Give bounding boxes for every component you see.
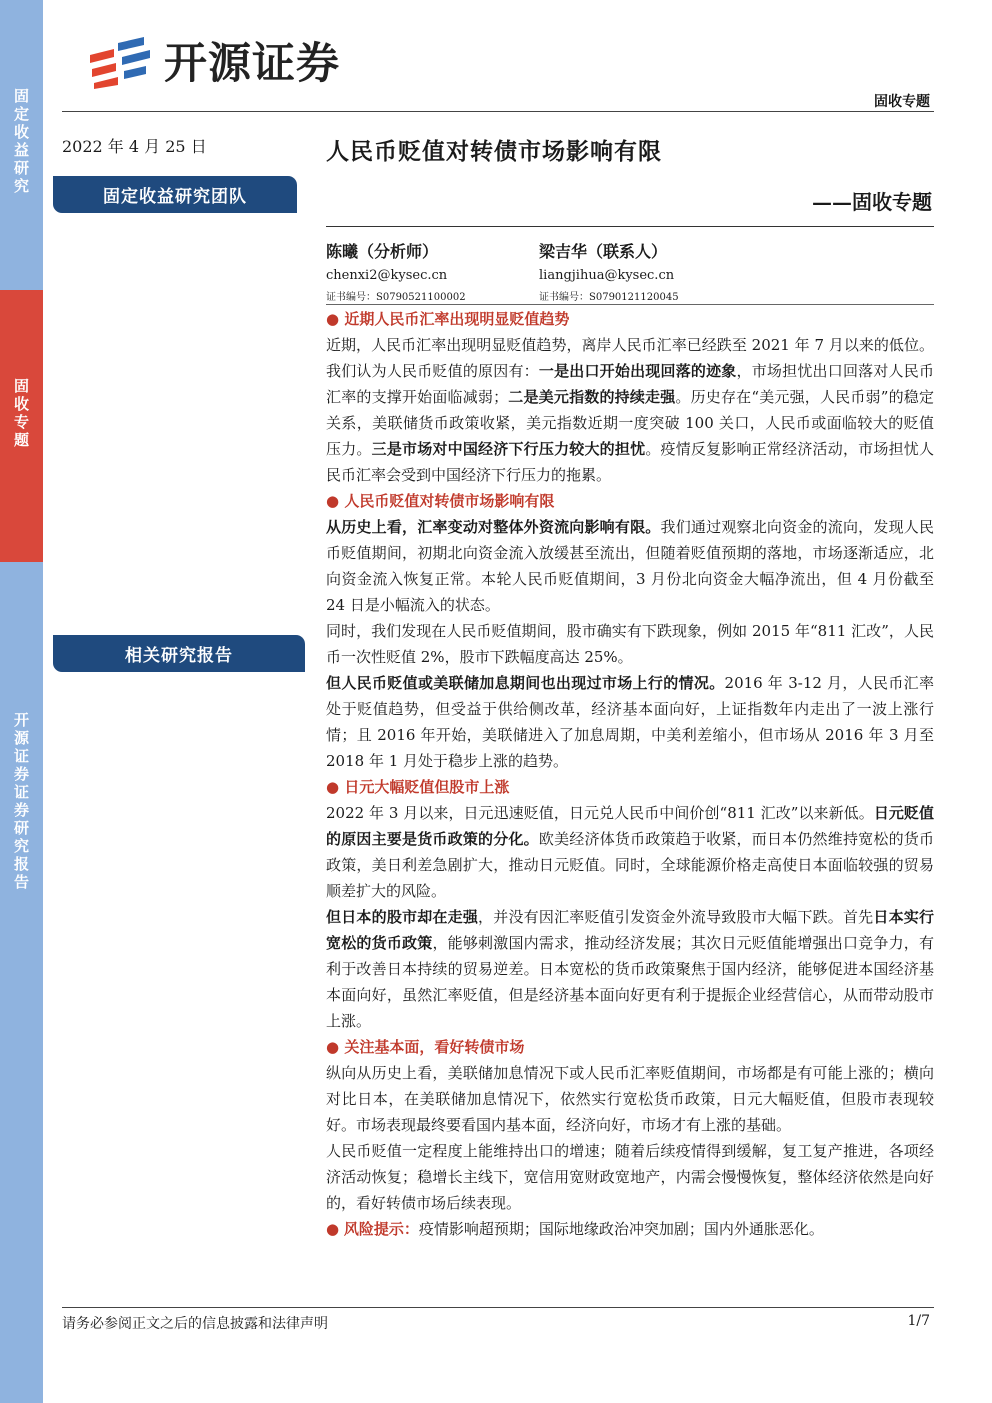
- sidebar-label: 固定收益研究: [12, 88, 30, 196]
- body-text: ，能够刺激国内需求，推动经济发展；其次日元贬值能增强出口竞争力，有利于改善日本持续的贸易逆差。日本宽松的货币政策聚焦于国内经济，能够促进本国经济基本面向好，虽然汇率贬值，但是经济基本面向好更有利于提振企业经营信心，从而带动股市上涨。: [326, 934, 934, 1030]
- body-text: 我们通过观察北向资金的流向，发现人民币贬值期间，初期北向资金流入放缓甚至流出，但随着贬值预期的落地，市场逐渐适应，北向资金流入恢复正常。本轮人民币贬值期间，3 月份北向资金大幅净流出，但 4 月份截至 24 日是小幅流入的状态。: [326, 518, 934, 614]
- body-paragraph: [326, 904, 934, 1034]
- body-text: ，市场担忧出口回落对人民币汇率的支撑开始面临减弱；: [326, 362, 934, 406]
- section-heading: [326, 1034, 934, 1060]
- author-email: liangjihua@kysec.cn: [539, 268, 675, 283]
- sidebar-segment-topic: [0, 290, 43, 562]
- body-paragraph: [326, 332, 934, 488]
- sidebar-segment-brand: [0, 562, 43, 1403]
- sidebar-segment-fixed-income: [0, 0, 43, 290]
- footer-disclaimer: 请务必参阅正文之后的信息披露和法律声明: [62, 1316, 328, 1332]
- related-reports-label: 相关研究报告: [53, 635, 305, 672]
- bullet-icon: ●: [326, 1038, 345, 1056]
- body-text: 欧美经济体货币政策趋于收紧，而日本仍然维持宽松的货币政策，美日利差急剧扩大，推动日元贬值。同时，全球能源价格走高使日本面临较强的贸易顺差扩大的风险。: [326, 830, 934, 900]
- header-divider: [62, 111, 934, 112]
- risk-text: 疫情影响超预期；国际地缘政治冲突加剧；国内外通胀恶化。: [418, 1220, 824, 1238]
- emphasis-text: 日本实行宽松的货币政策: [326, 908, 934, 952]
- bullet-icon: ●: [326, 492, 345, 510]
- emphasis-text: 但人民币贬值或美联储加息期间也出现过市场上行的情况。: [326, 674, 725, 692]
- emphasis-text: 日元贬值的原因主要是货币政策的分化。: [326, 804, 934, 848]
- body-text: 2016 年 3-12 月，人民币汇率处于贬值趋势，但受益于供给侧改革，经济基本面向好，上证指数年内走出了一波上涨行情；且 2016 年开始，美联储进入了加息周期，中美利差缩小，但市场从 2016 年 3 月至 2018 年 1 月处于稳步上涨的趋势。: [326, 674, 934, 770]
- body-paragraph: [326, 670, 934, 774]
- bullet-icon: ●: [326, 1220, 344, 1238]
- section-heading-text: 日元大幅贬值但股市上涨: [344, 778, 510, 796]
- title-divider: [326, 226, 934, 227]
- author-card: [326, 239, 466, 303]
- body-paragraph: [326, 618, 934, 670]
- brand-name: 开源证券: [164, 39, 340, 89]
- header-tag: 固收专题: [874, 94, 930, 110]
- page-number: 1/7: [907, 1313, 930, 1329]
- report-date: 2022 年 4 月 25 日: [62, 137, 207, 156]
- author-email: chenxi2@kysec.cn: [326, 268, 448, 283]
- emphasis-text: 三是市场对中国经济下行压力较大的担忧: [371, 440, 646, 458]
- bullet-icon: ●: [326, 310, 345, 328]
- author-card: [539, 239, 679, 303]
- section-heading: [326, 306, 934, 332]
- author-name: 陈曦（分析师）: [326, 242, 439, 261]
- report-title: 人民币贬值对转债市场影响有限: [326, 138, 662, 165]
- body-text: 2022 年 3 月以来，日元迅速贬值，日元兑人民币中间价创“811 汇改”以来新低。: [326, 804, 874, 822]
- section-heading: [326, 774, 934, 800]
- report-subtitle: ——固收专题: [812, 190, 932, 214]
- risk-label: 风险提示：: [343, 1220, 419, 1238]
- section-heading-text: 近期人民币汇率出现明显贬值趋势: [344, 310, 570, 328]
- report-body: [326, 306, 934, 1242]
- sidebar-label: 开源证券证券研究报告: [12, 712, 30, 892]
- emphasis-text: 一是出口开始出现回落的迹象: [538, 362, 737, 380]
- research-team-label: 固定收益研究团队: [53, 176, 297, 213]
- sidebar-label: 固收专题: [12, 378, 30, 450]
- body-paragraph: [326, 1138, 934, 1216]
- emphasis-text: 但日本的股市却在走强: [326, 908, 479, 926]
- section-heading-text: 关注基本面，看好转债市场: [344, 1038, 525, 1056]
- emphasis-text: 二是美元指数的持续走强: [508, 388, 676, 406]
- emphasis-text: 从历史上看，汇率变动对整体外资流向影响有限。: [326, 518, 661, 536]
- body-text: 同时，我们发现在人民币贬值期间，股市确实有下跌现象，例如 2015 年“811 汇改”，人民币一次性贬值 2%，股市下跌幅度高达 25%。: [326, 622, 934, 666]
- risk-note: [326, 1216, 934, 1242]
- bullet-icon: ●: [326, 778, 345, 796]
- body-text: 人民币贬值一定程度上能维持出口的增速；随着后续疫情得到缓解，复工复产推进，各项经济活动恢复；稳增长主线下，宽信用宽财政宽地产，内需会慢慢恢复，整体经济依然是向好的，看好转债市场后续表现。: [326, 1142, 934, 1212]
- body-text: 。历史存在“美元强，人民币弱”的稳定关系，美联储货币政策收紧，美元指数近期一度突破 100 关口，人民币或面临较大的贬值压力。: [326, 388, 934, 458]
- left-sidebar: [0, 0, 43, 1403]
- footer-divider: [62, 1307, 934, 1308]
- body-paragraph: [326, 1060, 934, 1138]
- section-heading-text: 人民币贬值对转债市场影响有限: [344, 492, 555, 510]
- brand-logo: [88, 30, 340, 91]
- body-text: 纵向从历史上看，美联储加息情况下或人民币汇率贬值期间，市场都是有可能上涨的；横向对比日本，在美联储加息情况下，依然实行宽松货币政策，日元大幅贬值，但股市表现较好。市场表现最终要看国内基本面，经济向好，市场才有上涨的基础。: [326, 1064, 934, 1134]
- body-text: ，并没有因汇率贬值引发资金外流导致股市大幅下跌。首先: [478, 908, 874, 926]
- body-text: 近期，人民币汇率出现明显贬值趋势，离岸人民币汇率已经跌至 2021 年 7 月以来的低位。我们认为人民币贬值的原因有：: [326, 336, 934, 380]
- author-name: 梁吉华（联系人）: [539, 242, 668, 261]
- body-paragraph: [326, 800, 934, 904]
- brand-mark-icon: [88, 33, 154, 89]
- author-divider: [326, 304, 934, 305]
- author-cert: 证书编号：S0790121120045: [539, 292, 679, 303]
- body-text: 。疫情反复影响正常经济活动，市场担忧人民币汇率会受到中国经济下行压力的拖累。: [326, 440, 934, 484]
- body-paragraph: [326, 514, 934, 618]
- author-cert: 证书编号：S0790521100002: [326, 292, 466, 303]
- section-heading: [326, 488, 934, 514]
